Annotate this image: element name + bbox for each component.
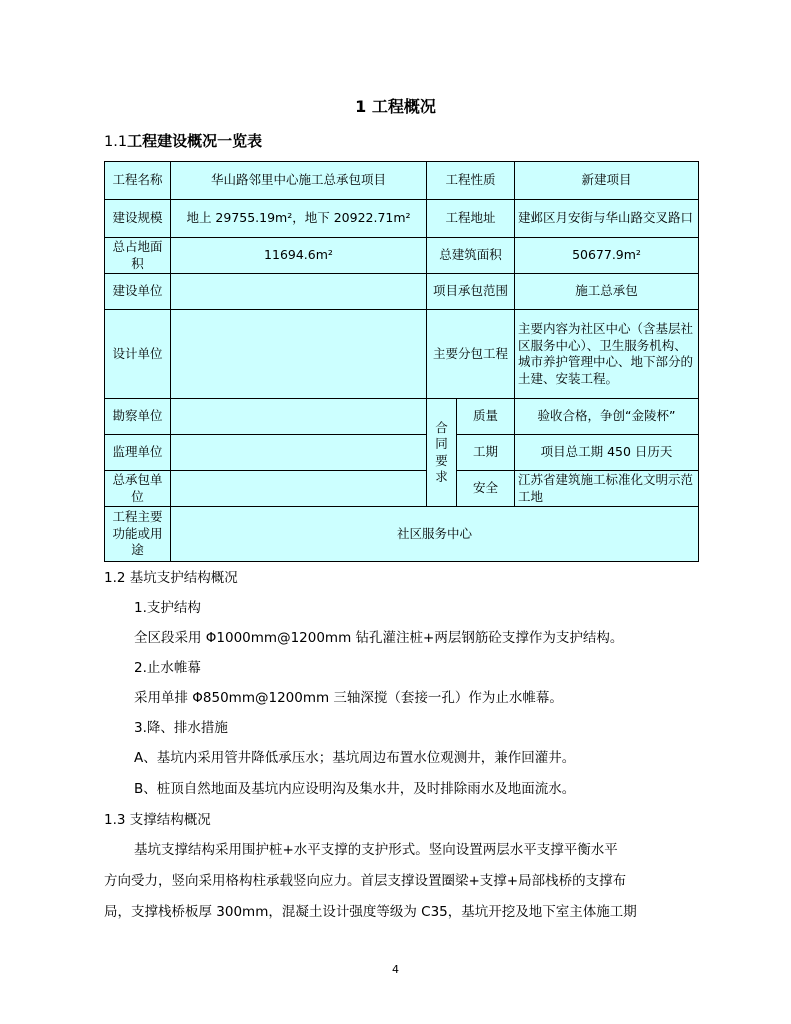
table-cell: 华山路邻里中心施工总承包项目 xyxy=(171,162,427,200)
section-1-1-text: 工程建设概况一览表 xyxy=(127,132,263,150)
paragraph: 采用单排 Φ850mm@1200mm 三轴深搅（套接一孔）作为止水帷幕。 xyxy=(134,690,563,706)
table-cell: 总承包单位 xyxy=(105,471,171,507)
table-cell: 建邺区月安街与华山路交叉路口 xyxy=(515,200,699,238)
table-cell xyxy=(171,435,427,471)
table-cell: 建设单位 xyxy=(105,274,171,310)
table-cell: 社区服务中心 xyxy=(171,507,699,562)
table-cell: 勘察单位 xyxy=(105,399,171,435)
page-title: 1 工程概况 xyxy=(355,97,436,116)
table-cell xyxy=(171,310,427,399)
subheading-waterproof-curtain: 2.止水帷幕 xyxy=(134,660,201,676)
subheading-drainage: 3.降、排水措施 xyxy=(134,720,228,736)
table-cell xyxy=(171,471,427,507)
table-row xyxy=(105,200,699,238)
table-row xyxy=(105,310,699,399)
paragraph-line: 局，支撑栈桥板厚 300mm，混凝土设计强度等级为 C35，基坑开挖及地下室主体施工期 xyxy=(104,904,637,920)
table-cell: 工程主要功能或用途 xyxy=(105,507,171,562)
table-cell: 项目承包范围 xyxy=(427,274,515,310)
table-cell: 地上 29755.19m²，地下 20922.71m² xyxy=(171,200,427,238)
table-cell: 50677.9m² xyxy=(515,238,699,274)
table-row xyxy=(105,399,699,435)
table-row xyxy=(105,507,699,562)
table-cell: 监理单位 xyxy=(105,435,171,471)
table-cell: 项目总工期 450 日历天 xyxy=(515,435,699,471)
section-1-1-heading xyxy=(104,130,262,151)
table-cell: 主要内容为社区中心（含基层社区服务中心）、卫生服务机构、城市养护管理中心、地下部分的土建、安装工程。 xyxy=(515,310,699,399)
table-cell: 工程性质 xyxy=(427,162,515,200)
table-cell: 工程地址 xyxy=(427,200,515,238)
page-number: 4 xyxy=(392,963,399,976)
paragraph-line: 方向受力，竖向采用格构柱承载竖向应力。首层支撑设置圈梁+支撑+局部栈桥的支撑布 xyxy=(104,873,627,889)
table-row xyxy=(105,274,699,310)
section-1-1-number: 1.1 xyxy=(104,134,128,150)
table-cell: 主要分包工程 xyxy=(427,310,515,399)
table-row xyxy=(105,471,699,507)
table-cell: 11694.6m² xyxy=(171,238,427,274)
table-cell: 验收合格，争创“金陵杯” xyxy=(515,399,699,435)
table-cell: 总建筑面积 xyxy=(427,238,515,274)
table-cell: 工程名称 xyxy=(105,162,171,200)
table-row xyxy=(105,238,699,274)
contract-requirements-cell: 合同要求 xyxy=(427,399,457,507)
table-cell: 建设规模 xyxy=(105,200,171,238)
paragraph: 全区段采用 Φ1000mm@1200mm 钻孔灌注桩+两层钢筋砼支撑作为支护结构。 xyxy=(134,630,624,646)
section-1-2-heading: 1.2 基坑支护结构概况 xyxy=(104,570,238,586)
table-cell: 质量 xyxy=(457,399,515,435)
table-cell: 工期 xyxy=(457,435,515,471)
table-cell: 总占地面积 xyxy=(105,238,171,274)
table-row xyxy=(105,435,699,471)
subheading-support-structure: 1.支护结构 xyxy=(134,600,201,616)
section-1-3-heading: 1.3 支撑结构概况 xyxy=(104,812,211,828)
table-cell: 江苏省建筑施工标准化文明示范工地 xyxy=(515,471,699,507)
table-cell: 设计单位 xyxy=(105,310,171,399)
paragraph-line: 基坑支撑结构采用围护桩+水平支撑的支护形式。竖向设置两层水平支撑平衡水平 xyxy=(134,842,618,858)
table-cell: 新建项目 xyxy=(515,162,699,200)
table-cell xyxy=(171,274,427,310)
table-cell: 施工总承包 xyxy=(515,274,699,310)
paragraph: A、基坑内采用管井降低承压水；基坑周边布置水位观测井，兼作回灌井。 xyxy=(134,750,576,766)
table-cell: 安全 xyxy=(457,471,515,507)
table-cell xyxy=(171,399,427,435)
project-overview-table xyxy=(104,161,699,562)
paragraph: B、桩顶自然地面及基坑内应设明沟及集水井，及时排除雨水及地面流水。 xyxy=(134,781,576,797)
table-row xyxy=(105,162,699,200)
